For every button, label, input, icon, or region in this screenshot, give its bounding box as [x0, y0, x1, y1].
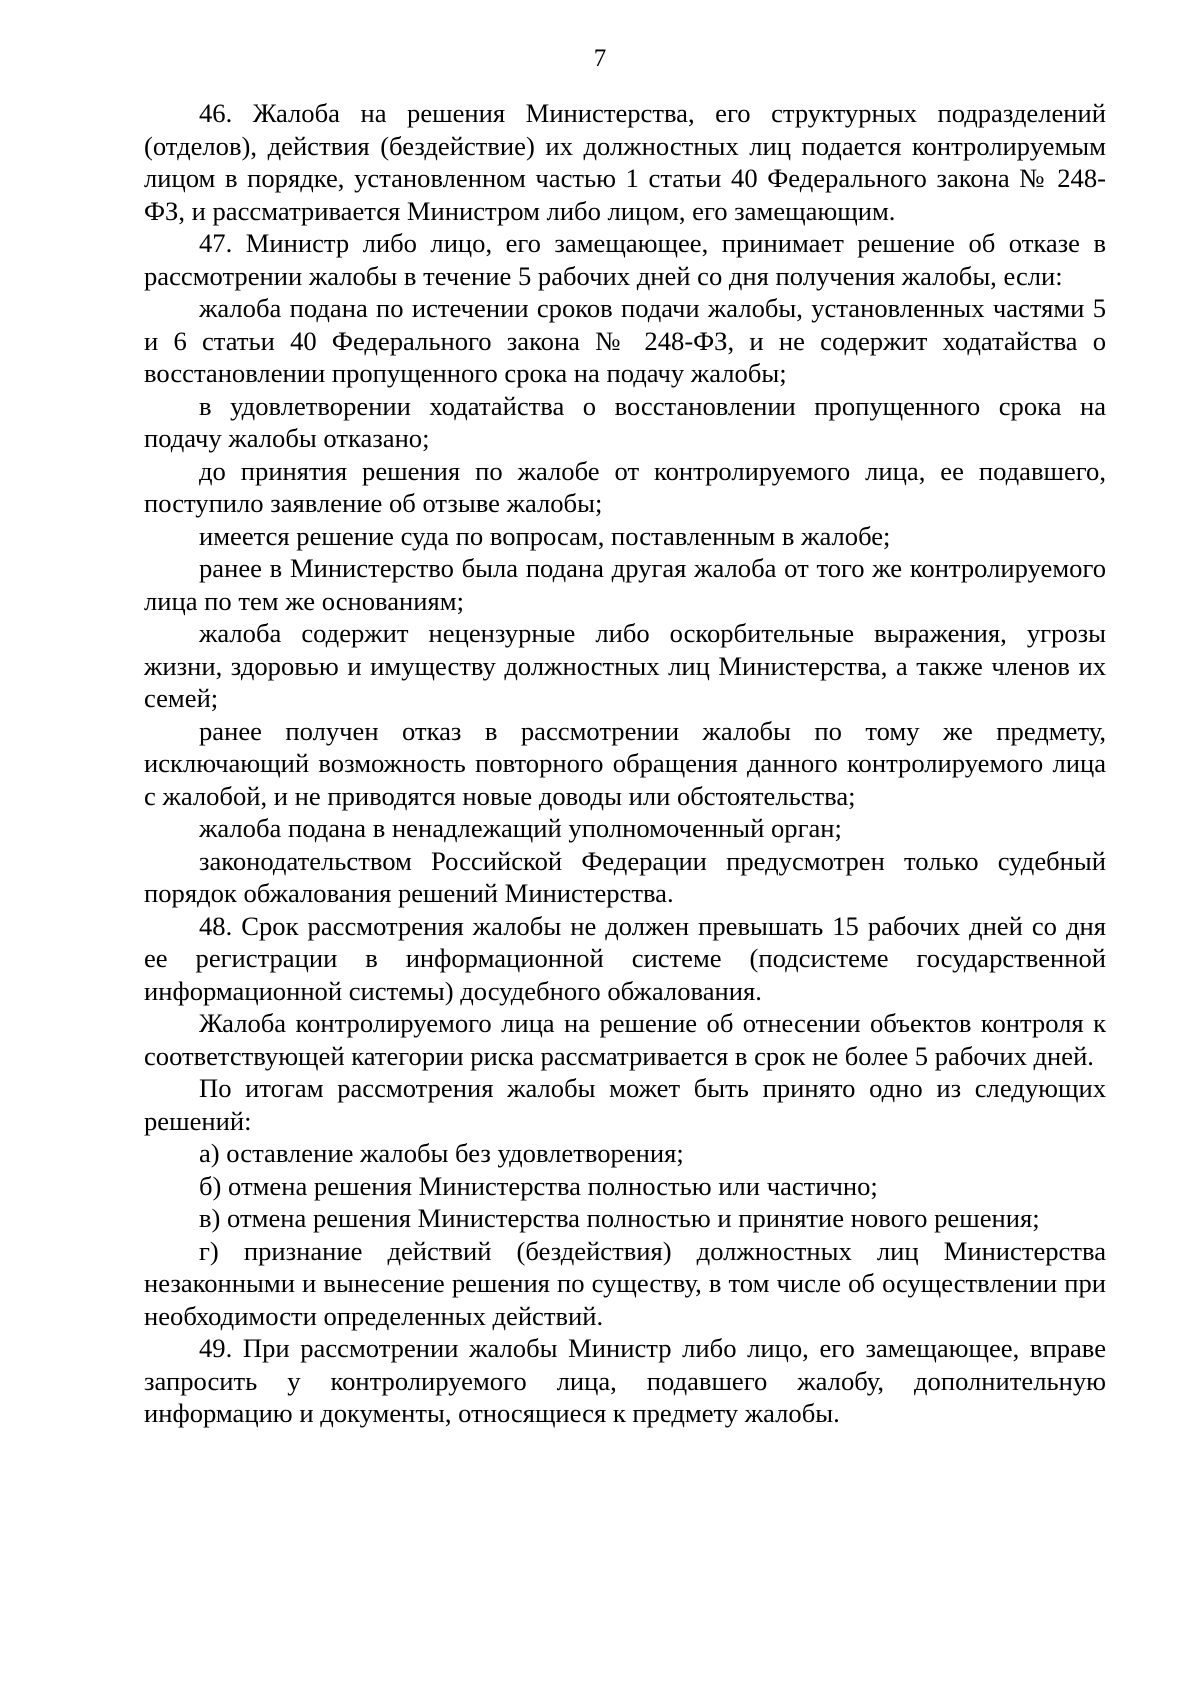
refusal-ground-restoration-denied: в удовлетворении ходатайства о восстановлении пропущенного срока на подачу жалобы отказано;	[144, 390, 1106, 453]
risk-category-complaint-term: Жалоба контролируемого лица на решение об отнесении объектов контроля к соответствующей категории риска рассматривается в срок не более 5 рабочих дней.	[144, 1008, 1106, 1071]
refusal-ground-previous-refusal: ранее получен отказ в рассмотрении жалобы по тому же предмету, исключающий возможность повторного обращения данного контролируемого лица с жалобой, и не приводятся новые доводы или обстоятельства;	[144, 715, 1106, 811]
refusal-ground-deadline-missed: жалоба подана по истечении сроков подачи жалобы, установленных частями 5 и 6 статьи 40 Федерального закона № 248-ФЗ, и не содержит ходатайства о восстановлении пропущенного срока на подачу жалобы;	[144, 293, 1106, 388]
decision-options-intro: По итогам рассмотрения жалобы может быть принято одно из следующих решений:	[144, 1073, 1106, 1136]
paragraph-48: 48. Срок рассмотрения жалобы не должен превышать 15 рабочих дней со дня ее регистрации в информационной системе (подсистеме государственной информационной системы) досудебного обжалования.	[144, 910, 1106, 1006]
paragraph-47: 47. Министр либо лицо, его замещающее, принимает решение об отказе в рассмотрении жалобы в течение 5 рабочих дней со дня получения жалобы, если:	[144, 228, 1106, 291]
decision-option-c: в) отмена решения Министерства полностью и принятие нового решения;	[199, 1203, 1040, 1233]
decision-option-d: г) признание действий (бездействия) должностных лиц Министерства незаконными и вынесение решения по существу, в том числе об осуществлении при необходимости определенных действий.	[144, 1235, 1106, 1331]
refusal-ground-judicial-only: законодательством Российской Федерации предусмотрен только судебный порядок обжалования решений Министерства.	[144, 845, 1106, 908]
refusal-ground-court-decision: имеется решение суда по вопросам, поставленным в жалобе;	[199, 520, 891, 551]
refusal-ground-offensive-language: жалоба содержит нецензурные либо оскорбительные выражения, угрозы жизни, здоровью и имуществу должностных лиц Министерства, а также членов их семей;	[144, 618, 1106, 713]
page-number: 7	[593, 45, 607, 72]
paragraph-49: 49. При рассмотрении жалобы Министр либо лицо, его замещающее, вправе запросить у контролируемого лица, подавшего жалобу, дополнительную информацию и документы, относящиеся к предмету жалобы.	[144, 1333, 1106, 1428]
decision-option-a: а) оставление жалобы без удовлетворения;	[199, 1138, 684, 1168]
paragraph-46: 46. Жалоба на решения Министерства, его структурных подразделений (отделов), действия (бездействие) их должностных лиц подается контролируемым лицом в порядке, установленном частью 1 статьи 40 Федерального закона № 248-ФЗ, и рассматривается Министром либо лицом, его замещающим.	[144, 98, 1106, 226]
refusal-ground-wrong-authority: жалоба подана в ненадлежащий уполномоченный орган;	[199, 813, 842, 843]
refusal-ground-duplicate-complaint: ранее в Министерство была подана другая жалоба от того же контролируемого лица по тем же основаниям;	[144, 553, 1106, 616]
refusal-ground-complaint-withdrawn: до принятия решения по жалобе от контролируемого лица, ее подавшего, поступило заявление об отзыве жалобы;	[144, 455, 1106, 518]
decision-option-b: б) отмена решения Министерства полностью или частично;	[199, 1170, 878, 1201]
document-body	[144, 97, 1106, 1430]
